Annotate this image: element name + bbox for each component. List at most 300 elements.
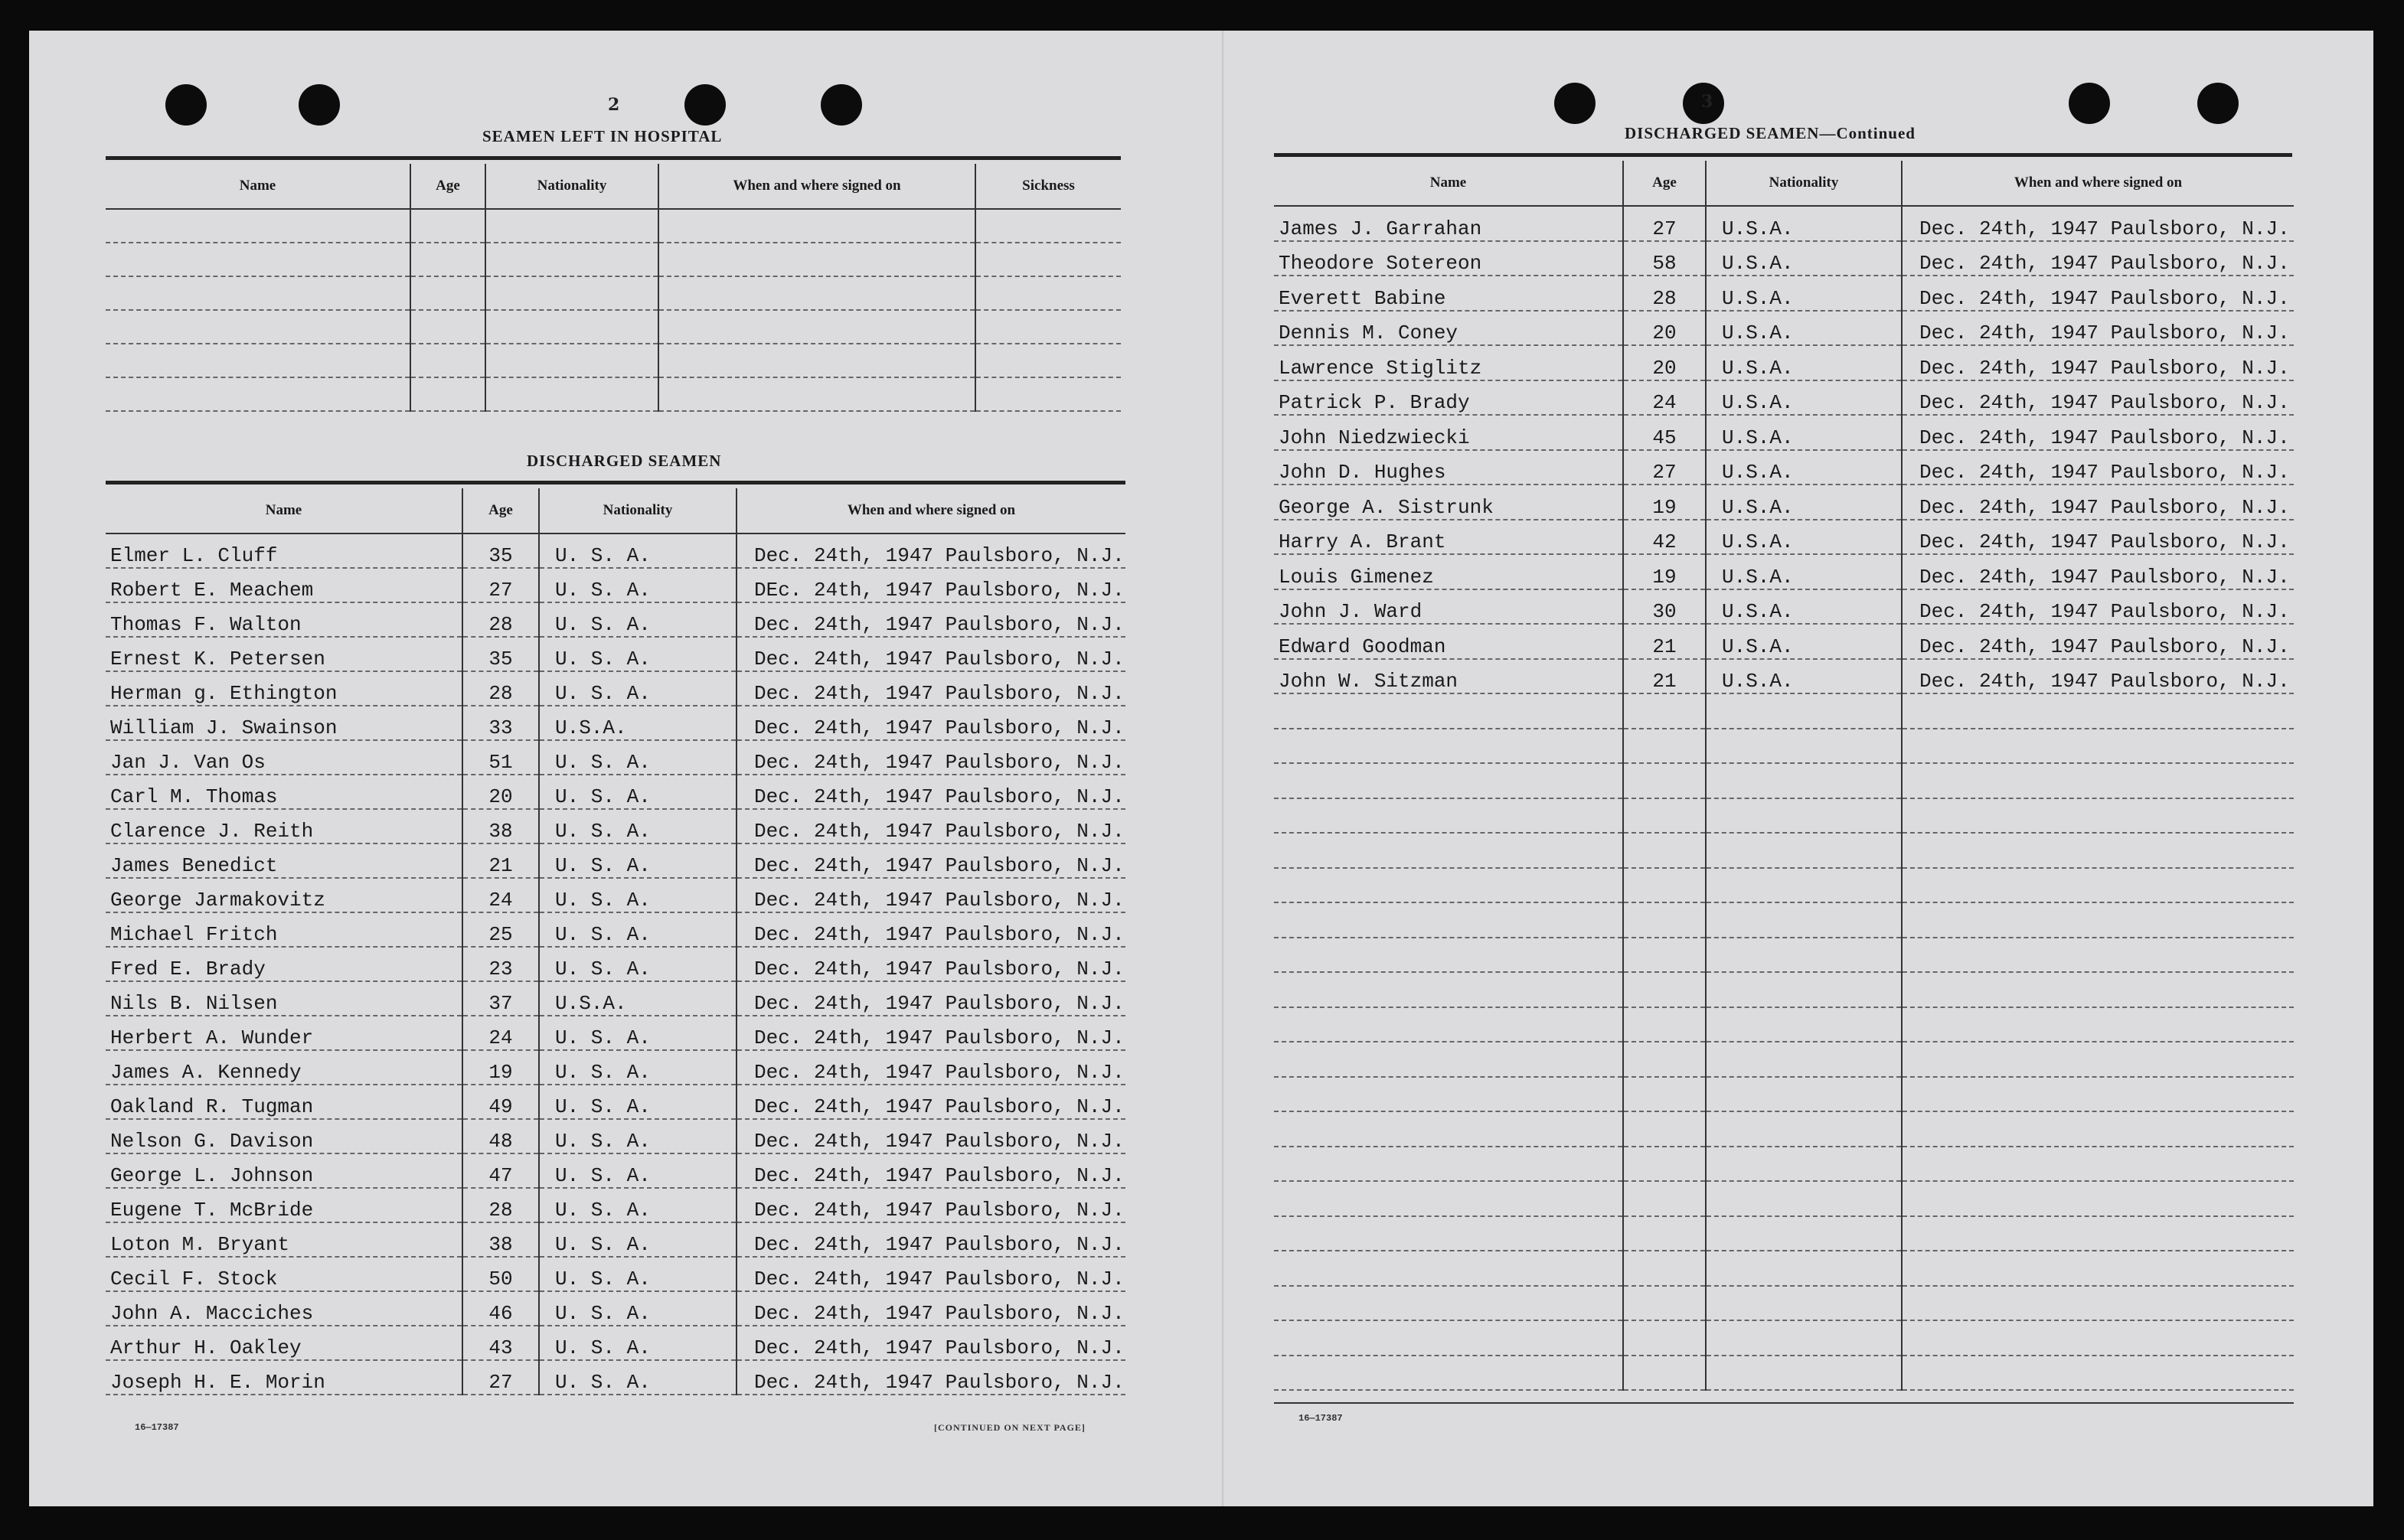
empty-cell <box>1623 938 1706 973</box>
seaman-signed-on: Dec. 24th, 1947 Paulsboro, N.J. <box>1902 485 2294 520</box>
seaman-age: 28 <box>462 1188 539 1222</box>
seaman-nationality: U.S.A. <box>1706 415 1902 450</box>
empty-cell <box>410 276 485 310</box>
empty-cell <box>1902 1042 2294 1077</box>
empty-cell <box>1706 1007 1902 1042</box>
table-row <box>1274 659 2294 694</box>
column-header-nationality: Nationality <box>539 488 737 533</box>
empty-cell <box>1274 1356 1623 1391</box>
empty-cell <box>485 243 658 276</box>
seaman-name: John W. Sitzman <box>1274 659 1623 694</box>
empty-cell <box>1706 972 1902 1007</box>
seaman-signed-on: Dec. 24th, 1947 Paulsboro, N.J. <box>737 1085 1125 1119</box>
empty-cell <box>658 344 975 377</box>
empty-cell <box>1623 1216 1706 1251</box>
seaman-signed-on: Dec. 24th, 1947 Paulsboro, N.J. <box>737 1153 1125 1188</box>
empty-cell <box>658 377 975 411</box>
seaman-signed-on: Dec. 24th, 1947 Paulsboro, N.J. <box>1902 311 2294 346</box>
seaman-signed-on: Dec. 24th, 1947 Paulsboro, N.J. <box>737 1257 1125 1291</box>
empty-cell <box>1706 1147 1902 1182</box>
seaman-age: 24 <box>462 878 539 912</box>
table-row <box>1274 345 2294 380</box>
page-number: 2 <box>608 95 620 115</box>
empty-cell <box>975 243 1121 276</box>
table-row <box>1274 972 2294 1007</box>
seaman-name: Michael Fritch <box>106 912 462 947</box>
seaman-nationality: U. S. A. <box>539 1360 737 1395</box>
table-row <box>106 310 1121 344</box>
table-row <box>1274 1147 2294 1182</box>
seaman-signed-on: Dec. 24th, 1947 Paulsboro, N.J. <box>737 981 1125 1016</box>
empty-cell <box>485 377 658 411</box>
empty-cell <box>1274 868 1623 903</box>
seaman-age: 47 <box>462 1153 539 1188</box>
seaman-signed-on: Dec. 24th, 1947 Paulsboro, N.J. <box>737 809 1125 843</box>
seaman-age: 21 <box>1623 624 1706 659</box>
seaman-age: 27 <box>462 1360 539 1395</box>
empty-cell <box>1274 1216 1623 1251</box>
seaman-name: John Niedzwiecki <box>1274 415 1623 450</box>
table-row <box>1274 520 2294 555</box>
empty-cell <box>1706 1286 1902 1321</box>
seaman-age: 20 <box>462 775 539 809</box>
seaman-name: Elmer L. Cluff <box>106 533 462 568</box>
table-row <box>1274 798 2294 834</box>
seaman-signed-on: Dec. 24th, 1947 Paulsboro, N.J. <box>737 947 1125 981</box>
seaman-age: 42 <box>1623 520 1706 555</box>
table-row <box>106 1326 1125 1360</box>
table-row <box>1274 1320 2294 1356</box>
seaman-signed-on: Dec. 24th, 1947 Paulsboro, N.J. <box>737 843 1125 878</box>
table-row <box>1274 450 2294 485</box>
empty-cell <box>410 209 485 243</box>
column-header-signed-on: When and where signed on <box>737 488 1125 533</box>
table-row <box>106 706 1125 740</box>
table-row <box>106 533 1125 568</box>
discharged-continued-header <box>1274 161 2294 206</box>
table-row <box>106 843 1125 878</box>
empty-cell <box>975 209 1121 243</box>
seaman-nationality: U. S. A. <box>539 1119 737 1153</box>
seaman-signed-on: Dec. 24th, 1947 Paulsboro, N.J. <box>737 878 1125 912</box>
table-row <box>1274 624 2294 659</box>
empty-cell <box>1706 798 1902 834</box>
table-row <box>1274 693 2294 729</box>
seaman-signed-on: Dec. 24th, 1947 Paulsboro, N.J. <box>737 637 1125 671</box>
table-row <box>106 947 1125 981</box>
empty-cell <box>1902 868 2294 903</box>
table-row <box>106 1257 1125 1291</box>
seaman-signed-on: Dec. 24th, 1947 Paulsboro, N.J. <box>737 1119 1125 1153</box>
empty-cell <box>1902 1111 2294 1147</box>
seaman-signed-on: Dec. 24th, 1947 Paulsboro, N.J. <box>737 740 1125 775</box>
column-header-sickness: Sickness <box>975 164 1121 209</box>
seaman-nationality: U.S.A. <box>1706 520 1902 555</box>
table-row <box>1274 206 2294 241</box>
seaman-age: 58 <box>1623 241 1706 276</box>
empty-cell <box>1706 1251 1902 1286</box>
empty-cell <box>1706 763 1902 798</box>
header-rule <box>1274 153 2292 157</box>
seaman-age: 24 <box>1623 380 1706 416</box>
table-row <box>1274 833 2294 868</box>
seaman-age: 27 <box>1623 450 1706 485</box>
seaman-name: Lawrence Stiglitz <box>1274 345 1623 380</box>
table-row <box>106 1016 1125 1050</box>
seaman-age: 28 <box>462 671 539 706</box>
table-row <box>106 775 1125 809</box>
empty-cell <box>1902 763 2294 798</box>
seaman-age: 38 <box>462 809 539 843</box>
seaman-nationality: U.S.A. <box>1706 206 1902 241</box>
seaman-name: Theodore Sotereon <box>1274 241 1623 276</box>
table-row <box>1274 1251 2294 1286</box>
seaman-nationality: U.S.A. <box>1706 485 1902 520</box>
seaman-nationality: U. S. A. <box>539 809 737 843</box>
table-row <box>106 602 1125 637</box>
table-row <box>1274 729 2294 764</box>
seaman-nationality: U. S. A. <box>539 1016 737 1050</box>
seaman-nationality: U. S. A. <box>539 1257 737 1291</box>
column-header-age: Age <box>462 488 539 533</box>
seaman-age: 19 <box>1623 485 1706 520</box>
empty-cell <box>658 243 975 276</box>
empty-cell <box>1274 729 1623 764</box>
table-row <box>1274 1286 2294 1321</box>
table-row <box>1274 938 2294 973</box>
seaman-name: Louis Gimenez <box>1274 554 1623 589</box>
seaman-age: 23 <box>462 947 539 981</box>
table-row <box>106 568 1125 602</box>
table-row <box>1274 1181 2294 1216</box>
table-row <box>1274 241 2294 276</box>
seaman-signed-on: Dec. 24th, 1947 Paulsboro, N.J. <box>1902 415 2294 450</box>
table-row <box>106 671 1125 706</box>
seaman-nationality: U. S. A. <box>539 568 737 602</box>
seaman-nationality: U.S.A. <box>1706 659 1902 694</box>
table-row <box>1274 276 2294 311</box>
empty-cell <box>1623 902 1706 938</box>
empty-cell <box>1623 729 1706 764</box>
seaman-age: 24 <box>462 1016 539 1050</box>
seaman-age: 33 <box>462 706 539 740</box>
seaman-nationality: U. S. A. <box>539 1291 737 1326</box>
empty-cell <box>1274 798 1623 834</box>
empty-cell <box>658 310 975 344</box>
table-row <box>1274 1042 2294 1077</box>
seaman-age: 21 <box>1623 659 1706 694</box>
empty-cell <box>1623 1042 1706 1077</box>
table-row <box>106 1291 1125 1326</box>
table-row <box>1274 485 2294 520</box>
empty-cell <box>1706 1216 1902 1251</box>
seaman-nationality: U.S.A. <box>1706 624 1902 659</box>
seaman-signed-on: Dec. 24th, 1947 Paulsboro, N.J. <box>737 912 1125 947</box>
seaman-name: Patrick P. Brady <box>1274 380 1623 416</box>
seaman-name: George Jarmakovitz <box>106 878 462 912</box>
seaman-name: John A. Macciches <box>106 1291 462 1326</box>
empty-cell <box>1274 1111 1623 1147</box>
section-title-discharged-continued: DISCHARGED SEAMEN—Continued <box>1625 124 1916 142</box>
seaman-nationality: U. S. A. <box>539 878 737 912</box>
seaman-signed-on: Dec. 24th, 1947 Paulsboro, N.J. <box>737 706 1125 740</box>
seaman-nationality: U.S.A. <box>1706 450 1902 485</box>
header-rule <box>106 156 1121 160</box>
seaman-age: 51 <box>462 740 539 775</box>
table-row <box>106 1050 1125 1085</box>
punch-hole <box>1554 83 1596 124</box>
table-row <box>1274 763 2294 798</box>
empty-cell <box>1623 1111 1706 1147</box>
seaman-signed-on: Dec. 24th, 1947 Paulsboro, N.J. <box>1902 380 2294 416</box>
seaman-nationality: U. S. A. <box>539 671 737 706</box>
table-row <box>106 276 1121 310</box>
empty-cell <box>1274 1077 1623 1112</box>
seaman-nationality: U.S.A. <box>1706 345 1902 380</box>
empty-cell <box>1902 1356 2294 1391</box>
continued-note: [CONTINUED ON NEXT PAGE] <box>934 1422 1086 1433</box>
seaman-name: Thomas F. Walton <box>106 602 462 637</box>
empty-cell <box>1706 1181 1902 1216</box>
empty-cell <box>106 377 410 411</box>
empty-cell <box>410 243 485 276</box>
table-row <box>106 981 1125 1016</box>
empty-cell <box>1623 1181 1706 1216</box>
seaman-name: Cecil F. Stock <box>106 1257 462 1291</box>
seaman-name: Herbert A. Wunder <box>106 1016 462 1050</box>
table-row <box>1274 1111 2294 1147</box>
seaman-name: George A. Sistrunk <box>1274 485 1623 520</box>
section-title-hospital: SEAMEN LEFT IN HOSPITAL <box>482 127 723 145</box>
table-row <box>106 243 1121 276</box>
seaman-age: 35 <box>462 637 539 671</box>
empty-cell <box>106 209 410 243</box>
empty-cell <box>1274 1251 1623 1286</box>
empty-cell <box>1623 1286 1706 1321</box>
empty-cell <box>1706 1042 1902 1077</box>
seaman-nationality: U. S. A. <box>539 843 737 878</box>
seaman-age: 35 <box>462 533 539 568</box>
empty-cell <box>1706 833 1902 868</box>
seaman-name: James A. Kennedy <box>106 1050 462 1085</box>
seaman-signed-on: DEc. 24th, 1947 Paulsboro, N.J. <box>737 568 1125 602</box>
empty-cell <box>1902 1286 2294 1321</box>
table-row <box>106 377 1121 411</box>
hospital-table <box>106 164 1121 412</box>
empty-cell <box>1902 1077 2294 1112</box>
seaman-name: James Benedict <box>106 843 462 878</box>
seaman-age: 25 <box>462 912 539 947</box>
empty-cell <box>1274 938 1623 973</box>
seaman-nationality: U.S.A. <box>1706 380 1902 416</box>
seaman-name: Harry A. Brant <box>1274 520 1623 555</box>
seaman-signed-on: Dec. 24th, 1947 Paulsboro, N.J. <box>1902 450 2294 485</box>
empty-cell <box>1274 1007 1623 1042</box>
seaman-age: 27 <box>1623 206 1706 241</box>
column-header-signed-on: When and where signed on <box>1902 161 2294 206</box>
seaman-signed-on: Dec. 24th, 1947 Paulsboro, N.J. <box>737 1016 1125 1050</box>
seaman-signed-on: Dec. 24th, 1947 Paulsboro, N.J. <box>1902 241 2294 276</box>
table-row <box>1274 868 2294 903</box>
empty-cell <box>485 310 658 344</box>
seaman-nationality: U.S.A. <box>539 981 737 1016</box>
seaman-name: Eugene T. McBride <box>106 1188 462 1222</box>
table-row <box>106 809 1125 843</box>
empty-cell <box>1706 729 1902 764</box>
empty-cell <box>1902 693 2294 729</box>
empty-cell <box>1623 1251 1706 1286</box>
empty-cell <box>485 344 658 377</box>
empty-cell <box>1623 868 1706 903</box>
seaman-name: Jan J. Van Os <box>106 740 462 775</box>
empty-cell <box>1623 763 1706 798</box>
seaman-signed-on: Dec. 24th, 1947 Paulsboro, N.J. <box>1902 520 2294 555</box>
seaman-nationality: U.S.A. <box>1706 589 1902 625</box>
seaman-name: John D. Hughes <box>1274 450 1623 485</box>
empty-cell <box>1274 1147 1623 1182</box>
empty-cell <box>1706 693 1902 729</box>
seaman-age: 19 <box>1623 554 1706 589</box>
empty-cell <box>1274 972 1623 1007</box>
table-row <box>106 209 1121 243</box>
empty-cell <box>485 209 658 243</box>
seaman-name: Carl M. Thomas <box>106 775 462 809</box>
empty-cell <box>1623 1147 1706 1182</box>
empty-cell <box>1902 972 2294 1007</box>
table-row <box>106 1119 1125 1153</box>
empty-cell <box>1902 833 2294 868</box>
table-row <box>1274 380 2294 416</box>
seaman-age: 37 <box>462 981 539 1016</box>
table-row <box>106 1222 1125 1257</box>
table-row <box>1274 1007 2294 1042</box>
seaman-signed-on: Dec. 24th, 1947 Paulsboro, N.J. <box>737 775 1125 809</box>
seaman-nationality: U. S. A. <box>539 1222 737 1257</box>
seaman-nationality: U. S. A. <box>539 912 737 947</box>
empty-cell <box>1274 763 1623 798</box>
empty-cell <box>1274 1042 1623 1077</box>
seaman-name: Joseph H. E. Morin <box>106 1360 462 1395</box>
column-header-nationality: Nationality <box>1706 161 1902 206</box>
seaman-name: Oakland R. Tugman <box>106 1085 462 1119</box>
empty-cell <box>1902 1007 2294 1042</box>
empty-cell <box>1623 798 1706 834</box>
table-row <box>1274 554 2294 589</box>
punch-hole <box>2197 83 2239 124</box>
seaman-age: 45 <box>1623 415 1706 450</box>
empty-cell <box>1706 1356 1902 1391</box>
seaman-signed-on: Dec. 24th, 1947 Paulsboro, N.J. <box>737 533 1125 568</box>
seaman-nationality: U. S. A. <box>539 1085 737 1119</box>
seaman-nationality: U. S. A. <box>539 1050 737 1085</box>
seaman-name: James J. Garrahan <box>1274 206 1623 241</box>
seaman-nationality: U. S. A. <box>539 775 737 809</box>
seaman-signed-on: Dec. 24th, 1947 Paulsboro, N.J. <box>737 671 1125 706</box>
discharged-table <box>106 488 1125 1395</box>
seaman-name: Nils B. Nilsen <box>106 981 462 1016</box>
empty-cell <box>485 276 658 310</box>
empty-cell <box>1623 1320 1706 1356</box>
seaman-nationality: U.S.A. <box>1706 276 1902 311</box>
empty-cell <box>1274 833 1623 868</box>
empty-cell <box>1274 693 1623 729</box>
header-rule <box>106 481 1125 485</box>
empty-cell <box>1706 938 1902 973</box>
column-header-age: Age <box>410 164 485 209</box>
empty-cell <box>975 276 1121 310</box>
seaman-age: 48 <box>462 1119 539 1153</box>
column-header-nationality: Nationality <box>485 164 658 209</box>
table-row <box>106 878 1125 912</box>
discharged-continued-table <box>1274 161 2294 1391</box>
seaman-signed-on: Dec. 24th, 1947 Paulsboro, N.J. <box>1902 276 2294 311</box>
empty-cell <box>658 276 975 310</box>
seaman-signed-on: Dec. 24th, 1947 Paulsboro, N.J. <box>1902 554 2294 589</box>
form-code: 16—17387 <box>1298 1413 1343 1424</box>
empty-cell <box>106 344 410 377</box>
seaman-name: Fred E. Brady <box>106 947 462 981</box>
empty-cell <box>1274 1181 1623 1216</box>
seaman-signed-on: Dec. 24th, 1947 Paulsboro, N.J. <box>737 1188 1125 1222</box>
empty-cell <box>106 310 410 344</box>
table-row <box>106 1085 1125 1119</box>
column-header-age: Age <box>1623 161 1706 206</box>
empty-cell <box>1623 1007 1706 1042</box>
seaman-nationality: U. S. A. <box>539 1326 737 1360</box>
seaman-signed-on: Dec. 24th, 1947 Paulsboro, N.J. <box>1902 345 2294 380</box>
seaman-age: 30 <box>1623 589 1706 625</box>
seaman-name: Loton M. Bryant <box>106 1222 462 1257</box>
empty-cell <box>1902 1251 2294 1286</box>
seaman-age: 20 <box>1623 345 1706 380</box>
seaman-nationality: U. S. A. <box>539 1188 737 1222</box>
empty-cell <box>106 276 410 310</box>
empty-cell <box>1902 1320 2294 1356</box>
form-code: 16—17387 <box>135 1422 179 1433</box>
empty-cell <box>1623 1077 1706 1112</box>
page-number: 3 <box>1701 92 1713 112</box>
footer-rule <box>1274 1402 2294 1404</box>
seaman-age: 28 <box>1623 276 1706 311</box>
seaman-name: George L. Johnson <box>106 1153 462 1188</box>
column-header-name: Name <box>106 488 462 533</box>
seaman-signed-on: Dec. 24th, 1947 Paulsboro, N.J. <box>1902 589 2294 625</box>
empty-cell <box>106 243 410 276</box>
empty-cell <box>1706 1320 1902 1356</box>
seaman-signed-on: Dec. 24th, 1947 Paulsboro, N.J. <box>737 1222 1125 1257</box>
table-row <box>1274 589 2294 625</box>
empty-cell <box>1706 1077 1902 1112</box>
seaman-name: Arthur H. Oakley <box>106 1326 462 1360</box>
seaman-age: 27 <box>462 568 539 602</box>
empty-cell <box>1902 1181 2294 1216</box>
table-row <box>106 740 1125 775</box>
empty-cell <box>1623 833 1706 868</box>
seaman-nationality: U. S. A. <box>539 947 737 981</box>
empty-cell <box>1706 868 1902 903</box>
seaman-name: Ernest K. Petersen <box>106 637 462 671</box>
seaman-signed-on: Dec. 24th, 1947 Paulsboro, N.J. <box>737 1326 1125 1360</box>
table-row <box>106 1188 1125 1222</box>
punch-hole <box>2069 83 2110 124</box>
empty-cell <box>1623 693 1706 729</box>
empty-cell <box>1274 1286 1623 1321</box>
punch-hole <box>821 84 862 126</box>
empty-cell <box>410 310 485 344</box>
seaman-nationality: U.S.A. <box>1706 311 1902 346</box>
table-row <box>1274 1356 2294 1391</box>
seaman-name: Dennis M. Coney <box>1274 311 1623 346</box>
